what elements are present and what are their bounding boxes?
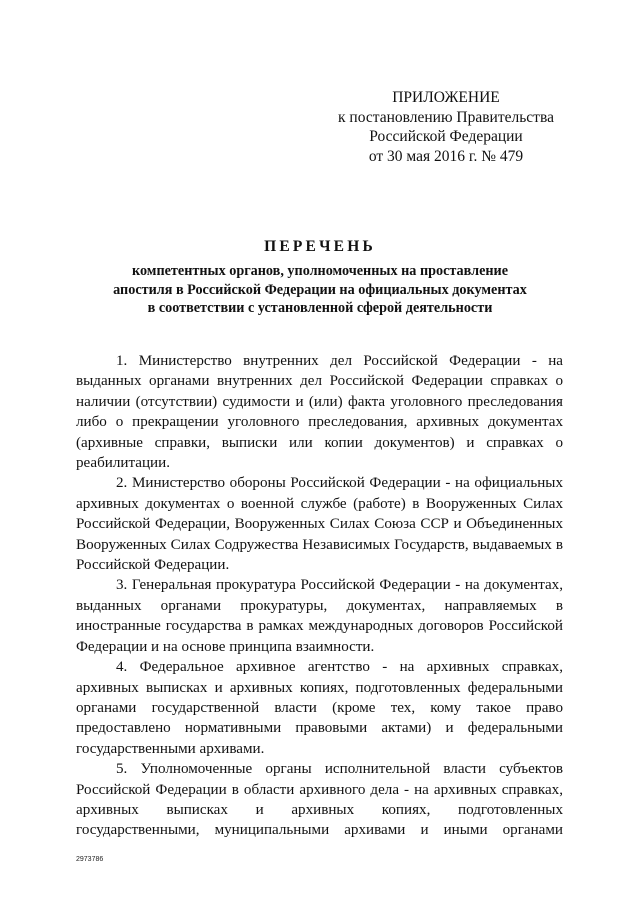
document-subtitle	[60, 262, 580, 318]
subtitle-line: апостиля в Российской Федерации на официальных документах	[113, 281, 527, 298]
list-item-4: 4. Федеральное архивное агентство - на архивных справках, архивных выписках и архивных копиях, подготовленных федеральными органами государственной власти (кроме тех, кому такое право предоставлено нормативными правовыми актами) и федеральными государственными архивами.	[76, 659, 563, 757]
appendix-block	[330, 88, 562, 166]
list-item-1: 1. Министерство внутренних дел Российской Федерации - на выданных органами внутренних дел Российской Федерации справках о наличии (отсутствии) судимости и (или) факта уголовного преследования либо о прекращении уголовного преследования, архивных документах (архивные справки, выписки или копии документов) и справках о реабилитации.	[76, 353, 563, 472]
appendix-date-number-line: от 30 мая 2016 г. № 479	[368, 147, 524, 165]
document-title: ПЕРЕЧЕНЬ	[264, 238, 376, 255]
list-item-3: 3. Генеральная прокуратура Российской Федерации - на документах, выданных органами прокуратуры, документах, направляемых в иностранные государства в рамках международных договоров Российской Федерации и на основе принципа взаимности.	[76, 577, 563, 655]
appendix-label: ПРИЛОЖЕНИЕ	[392, 89, 500, 106]
appendix-decree-line: к постановлению Правительства	[338, 108, 554, 126]
list-item-2: 2. Министерство обороны Российской Федерации - на официальных архивных документах о военной службе (работе) в Вооруженных Силах Российской Федерации, Вооруженных Силах Союза ССР и Объединенных Вооруженных Силах Содружества Независимых Государств, выдаваемых в Российской Федерации.	[76, 475, 563, 574]
appendix-authority-line: Российской Федерации	[369, 128, 523, 145]
document-footer-number: 2973786	[76, 856, 104, 863]
subtitle-line: в соответствии с установленной сферой деятельности	[147, 300, 493, 317]
subtitle-line: компетентных органов, уполномоченных на проставление	[131, 263, 509, 279]
document-body	[76, 351, 563, 841]
list-item-5: 5. Уполномоченные органы исполнительной власти субъектов Российской Федерации в области архивного дела - на архивных справках, архивных выписках и архивных копиях, подготовленных государственными, муниципальными архивами и иными органами	[76, 761, 563, 839]
